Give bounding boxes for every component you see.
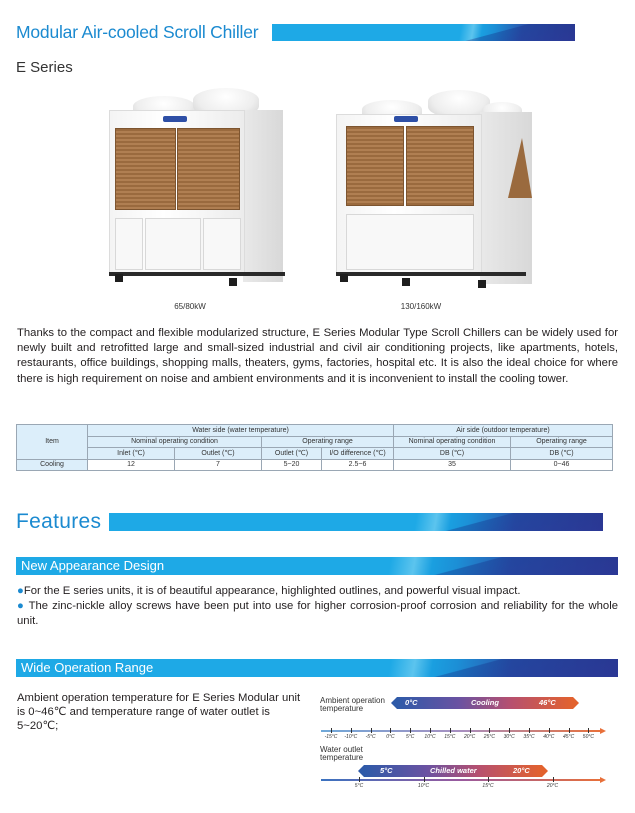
- intro-paragraph: Thanks to the compact and flexible modularized structure, E Series Modular Type Scroll Chillers can be widely used for newly built and retrofitted large and small-sized industrial and civil air conditioning projects, like apartments, hotels, restaurants, office buildings, shopping malls, theaters, gyms, factories, hospital etc. It is also the ideal choice for where there is high requirement on noise and ambient environments and it is inconvenient to install the cooling tower.: [17, 327, 618, 385]
- access-panel: [145, 218, 201, 270]
- ambient-axis: [321, 730, 601, 732]
- axis-tick-label: 20°C: [546, 783, 559, 789]
- cell: 5~20: [262, 459, 322, 471]
- bullet-icon: ●: [17, 600, 29, 613]
- axis-tick-label: 50°C: [582, 734, 594, 740]
- page-title: Modular Air-cooled Scroll Chiller: [16, 22, 259, 42]
- axis-tick: [470, 728, 471, 733]
- condenser-coil: [346, 126, 404, 206]
- product-image-130-160kw: [332, 88, 532, 288]
- axis-tick-label: 35°C: [523, 734, 535, 740]
- product-image-65-80kw: [105, 88, 295, 288]
- axis-tick-label: 15°C: [482, 783, 494, 789]
- air-nominal-header: Nominal operating condition: [394, 436, 511, 448]
- axis-tick-label: 5°C: [405, 734, 415, 740]
- axis-tick-label: 30°C: [503, 734, 515, 740]
- axis-tick: [359, 777, 360, 782]
- ambient-label: Ambient operation temperature: [320, 696, 385, 713]
- features-decor-bar: [109, 513, 603, 531]
- axis-tick-label: -5°C: [365, 734, 376, 740]
- water-side-header: Water side (water temperature): [88, 425, 394, 437]
- side-coil: [508, 138, 532, 198]
- brand-logo: [394, 116, 418, 122]
- foot: [340, 274, 348, 282]
- axis-tick: [529, 728, 530, 733]
- section-title: New Appearance Design: [21, 558, 165, 573]
- axis-tick-label: 20°C: [464, 734, 476, 740]
- axis-tick: [489, 728, 490, 733]
- title-decor-bar: [272, 24, 575, 41]
- axis-tick-label: -15°C: [324, 734, 338, 740]
- axis-tick-label: 10°C: [417, 783, 430, 789]
- access-panel: [203, 218, 241, 270]
- spec-table: [16, 424, 613, 471]
- col-io-difference: I/O difference (℃): [322, 448, 394, 460]
- water-label: Water outlet temperature: [320, 745, 364, 762]
- brand-logo: [163, 116, 187, 122]
- base-frame: [336, 272, 526, 276]
- axis-tick: [509, 728, 510, 733]
- axis-tick-label: 15°C: [444, 734, 456, 740]
- col-db-nominal: DB (℃): [394, 448, 511, 460]
- axis-tick: [588, 728, 589, 733]
- item-header: Item: [17, 425, 88, 460]
- cell: 35: [394, 459, 511, 471]
- nominal-header: Nominal operating condition: [88, 436, 262, 448]
- axis-tick: [430, 728, 431, 733]
- access-panel: [115, 218, 143, 270]
- col-db-range: DB (℃): [511, 448, 613, 460]
- access-panel: [346, 214, 474, 270]
- condenser-coil: [115, 128, 176, 210]
- range-description: Ambient operation temperature for E Series Modular unit is 0~46℃ and temperature range of water outlet is 5~20℃;: [17, 692, 301, 732]
- water-range-bar: 5°C Chilled water 20°C: [358, 765, 548, 777]
- axis-tick: [371, 728, 372, 733]
- condenser-coil: [406, 126, 474, 206]
- arrow-right-icon: [573, 697, 579, 709]
- cabinet-side: [243, 110, 283, 282]
- page-header: [16, 22, 575, 43]
- features-title: Features: [16, 510, 102, 533]
- axis-tick-label: 25°C: [483, 734, 495, 740]
- cell: 12: [88, 459, 175, 471]
- axis-tick: [569, 728, 570, 733]
- foot: [478, 280, 486, 288]
- water-axis: [321, 779, 601, 781]
- foot: [229, 278, 237, 286]
- cell: 2.5~6: [322, 459, 394, 471]
- base-frame: [109, 272, 285, 276]
- section-title: Wide Operation Range: [21, 660, 154, 675]
- operating-range-header: Operating range: [262, 436, 394, 448]
- features-header: [16, 510, 603, 534]
- axis-tick-label: 5°C: [354, 783, 364, 789]
- product-caption: 130/160kW: [400, 302, 442, 311]
- table-row: [17, 459, 613, 471]
- col-outlet-range: Outlet (℃): [262, 448, 322, 460]
- bullet-item: ● The zinc-nickle alloy screws have been put into use for higher corrosion-proof corrosion and reliability for the whole unit.: [17, 600, 619, 628]
- row-item: Cooling: [17, 459, 88, 471]
- axis-tick: [450, 728, 451, 733]
- axis-tick: [390, 728, 391, 733]
- axis-tick-label: 45°C: [563, 734, 575, 740]
- col-inlet: Inlet (℃): [88, 448, 175, 460]
- axis-arrow-icon: [600, 777, 606, 783]
- axis-tick-label: 10°C: [424, 734, 436, 740]
- axis-tick-label: 40°C: [543, 734, 555, 740]
- air-operating-range-header: Operating range: [511, 436, 613, 448]
- appearance-bullets: [17, 584, 618, 630]
- foot: [115, 274, 123, 282]
- air-side-header: Air side (outdoor temperature): [394, 425, 613, 437]
- ambient-range-bar: 0°C Cooling 46°C: [391, 697, 579, 709]
- section-wide-operation: [16, 659, 618, 677]
- axis-tick: [549, 728, 550, 733]
- condenser-coil: [177, 128, 240, 210]
- axis-tick: [488, 777, 489, 782]
- foot: [402, 278, 410, 286]
- axis-tick: [351, 728, 352, 733]
- series-subtitle: E Series: [16, 59, 73, 76]
- product-caption: 65/80kW: [174, 302, 206, 311]
- section-new-appearance: [16, 557, 618, 575]
- axis-tick-label: -10°C: [344, 734, 358, 740]
- axis-tick-label: 0°C: [386, 734, 395, 740]
- axis-tick: [331, 728, 332, 733]
- cell: 7: [175, 459, 262, 471]
- axis-tick: [410, 728, 411, 733]
- cell: 0~46: [511, 459, 613, 471]
- axis-tick: [553, 777, 554, 782]
- axis-tick: [424, 777, 425, 782]
- col-outlet: Outlet (℃): [175, 448, 262, 460]
- bullet-icon: ●: [17, 585, 24, 597]
- bullet-item: ●For the E series units, it is of beautiful appearance, highlighted outlines, and powerful visual impact.: [17, 585, 521, 597]
- arrow-right-icon: [542, 765, 548, 777]
- axis-arrow-icon: [600, 728, 606, 734]
